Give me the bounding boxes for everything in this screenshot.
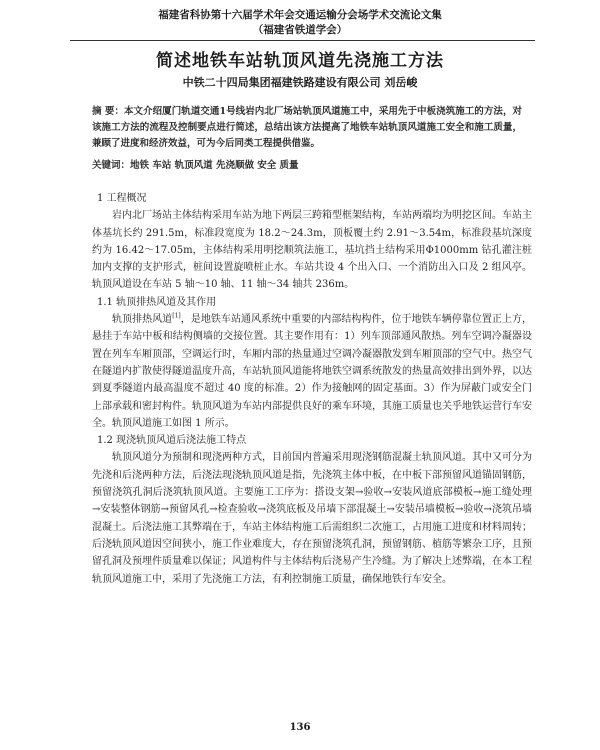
keywords-label: 关键词： xyxy=(92,160,131,171)
page-number: 136 xyxy=(289,722,311,733)
section-1-1-text: ，是地铁车站通风系统中重要的内部结构构件，位于地铁车辆停靠位置正上方，悬挂于车站中板和结构侧墙的交接位置。其主要作用有：1）列车顶部通风散热。列车空调冷凝器设置在列车车厢顶部，空调运行时，车厢内部的热量通过空调冷凝器散发到车厢顶部的空气中。热空气在隧道内扩散使得隧道温度升高，车站轨顶风道能将地铁空调系统散发的热量高效排出到外界，以达到夏季隧道内最高温度不超过 40 度的标准。2）作为接触网的固定基面。3）作为屏蔽门或安全门上部承载和密封构件。轨顶风道为车站内部提供良好的乘车环境，其施工质量也关乎地铁运营行车安全。轨顶风道施工如图 1 所示。 xyxy=(92,314,533,429)
keywords-text: 地铁 车站 轨顶风道 先浇顺做 安全 质量 xyxy=(130,160,299,171)
section-heading-1-1: 1.1 轨顶排热风道及其作用 xyxy=(97,296,217,308)
paper-title: 简述地铁车站轨顶风道先浇施工方法 xyxy=(156,51,444,71)
section-heading-1: 1 工程概况 xyxy=(97,193,147,204)
section-1-1-term: 轨顶排热风道 xyxy=(112,314,173,326)
running-header-line1: 福建省科协第十六届学术年会交通运输分会场学术交流论文集 xyxy=(158,9,442,21)
abstract-label: 摘 要： xyxy=(92,106,124,117)
section-1-1-paragraph xyxy=(92,311,532,432)
paper-author: 中铁二十四局集团福建铁路建设有限公司 刘岳峻 xyxy=(182,76,418,89)
keywords xyxy=(92,158,522,174)
section-heading-1-2: 1.2 现浇轨顶风道后浇法施工特点 xyxy=(97,435,247,447)
running-header xyxy=(0,8,600,38)
abstract xyxy=(92,104,522,152)
section-1-2-paragraph: 轨顶风道分为预制和现浇两种方式，目前国内普遍采用现浇钢筋混凝土轨顶风道。其中又可分为先浇和后浇两种方法，后浇法现浇轨顶风道是指，先浇筑主体中板，在中板下部预留风道锚固钢筋，预留浇筑孔洞后浇筑轨顶风道。主要施工工序为：搭设支架→验收→安装风道底部模板→施工缝处理→安装整体钢筋→预留风孔→检查验收→浇筑底板及吊墙下部混凝土→安装吊墙模板→验收→浇筑吊墙混凝土。后浇法施工其弊端在于，车站主体结构施工后需组织二次施工，占用施工进度和材料周转；后浇轨顶风道因空间狭小，施工作业难度大，存在预留浇筑孔洞，预留钢筋、植筋等繁杂工序，且预留孔洞及预埋件质量难以保证；风道构件与主体结构后浇易产生冷缝。为了解决上述弊端，在本工程轨顶风道施工中，采用了先浇施工方法，有利控制施工质量，确保地铁行车安全。 xyxy=(92,452,532,585)
running-header-line2: （福建省铁道学会） xyxy=(252,24,348,36)
section-1-paragraph: 岩内北厂场站主体结构采用车站为地下两层三跨箱型框架结构，车站两端均为明挖区间。车站主体基坑长约 291.5m，标准段宽度为 18.2～24.3m，顶板覆土约 2.91～3.54m，标准段基坑深度约为 16.42～17.05m，主体结构采用明挖顺筑法施工，基坑挡土结构采用Φ1000mm 钻孔灌注桩加内支撑的支护形式，桩间设置旋喷桩止水。车站共设 4 个出入口、一个消防出入口及 2 组风亭。轨顶风道设在车站 5 轴～10 轴、11 轴～34 轴共 236m。 xyxy=(92,210,532,291)
paper-body xyxy=(92,190,532,588)
header-rule xyxy=(70,40,535,41)
citation-ref: [1] xyxy=(172,312,181,320)
abstract-text: 本文介绍厦门轨道交通1号线岩内北厂场站轨顶风道施工中，采用先于中板浇筑施工的方法，对该施工方法的流程及控制要点进行简述，总结出该方法提高了地铁车站轨顶风道施工安全和施工质量，兼顾了进度和经济效益，可为今后同类工程提供借鉴。 xyxy=(92,106,522,149)
